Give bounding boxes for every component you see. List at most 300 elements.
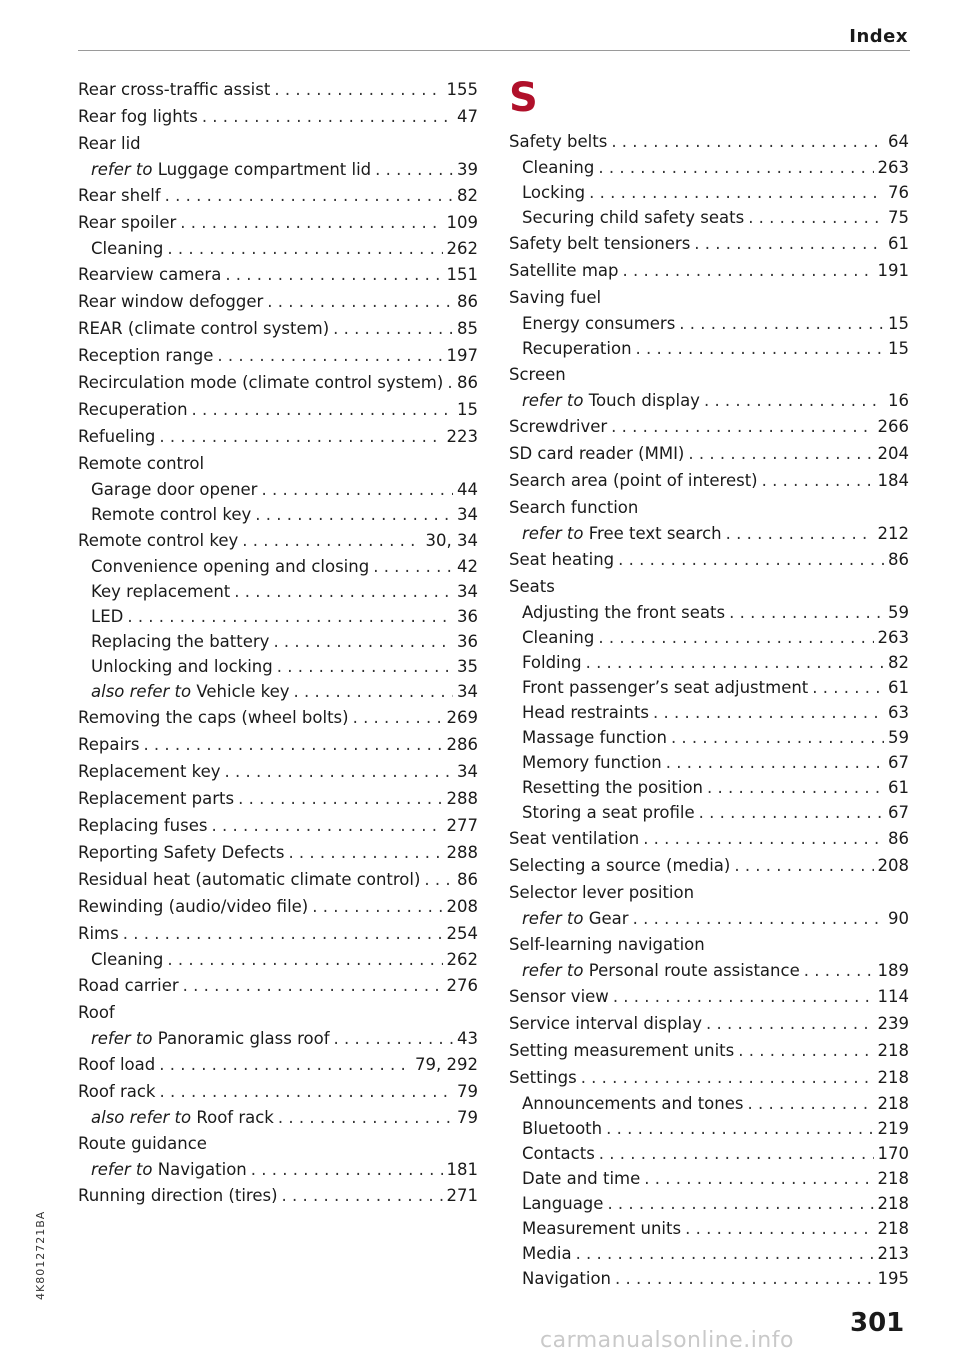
entry-label	[509, 1037, 734, 1064]
index-subentry	[509, 1091, 909, 1116]
dot-leader	[202, 103, 453, 130]
index-subentry	[509, 675, 909, 700]
entry-label	[78, 103, 198, 130]
entry-term: Roof load	[78, 1055, 156, 1074]
entry-label	[522, 1141, 595, 1166]
entry-label	[91, 1026, 330, 1051]
page-reference: 86	[457, 870, 478, 889]
dot-leader	[738, 1037, 873, 1064]
entry-term: Front passenger’s seat adjustment	[522, 678, 809, 697]
entry-term: Recuperation	[522, 339, 632, 358]
index-subentry	[78, 579, 478, 604]
entry-label	[522, 180, 585, 205]
dot-leader	[167, 947, 442, 972]
document-code: 4K8012721BA	[34, 1210, 47, 1300]
page-reference: 239	[877, 1014, 909, 1033]
entry-label	[78, 1182, 278, 1209]
dot-leader	[255, 502, 453, 527]
index-entry	[78, 527, 478, 554]
entry-label	[78, 839, 284, 866]
dot-leader	[804, 958, 874, 983]
entry-label	[509, 879, 694, 906]
index-entry	[509, 257, 909, 284]
dot-leader	[671, 725, 884, 750]
entry-term: Date and time	[522, 1169, 641, 1188]
entry-term: Rear window defogger	[78, 292, 264, 311]
entry-term: Seat ventilation	[509, 829, 640, 848]
entry-label	[78, 182, 161, 209]
entry-label	[91, 654, 273, 679]
index-entry	[509, 1010, 909, 1037]
page-reference: 212	[877, 524, 909, 543]
entry-term: Roof rack	[78, 1082, 156, 1101]
entry-label	[509, 573, 555, 600]
index-subentry	[78, 236, 478, 261]
entry-label	[522, 650, 582, 675]
dot-leader	[615, 1266, 874, 1291]
index-entry	[78, 704, 478, 731]
dot-leader	[165, 182, 453, 209]
page-reference: 170	[877, 1144, 909, 1163]
dot-leader	[278, 1105, 453, 1130]
entry-term: Search function	[509, 498, 639, 517]
entry-term: Seats	[509, 577, 555, 596]
entry-label	[91, 679, 290, 704]
index-entry	[78, 315, 478, 342]
entry-label	[78, 423, 155, 450]
entry-label	[78, 704, 349, 731]
page-reference: 263	[877, 158, 909, 177]
entry-label	[522, 311, 675, 336]
page-reference: 90	[888, 909, 909, 928]
page-reference: 79	[457, 1108, 478, 1127]
entry-term: Massage function	[522, 728, 667, 747]
entry-term: Remote control key	[91, 505, 252, 524]
dot-leader	[633, 906, 884, 931]
entry-term: Energy consumers	[522, 314, 676, 333]
index-entry	[78, 209, 478, 236]
entry-term: Panoramic glass roof	[157, 1029, 330, 1048]
index-entry	[78, 972, 478, 999]
entry-label	[522, 1191, 603, 1216]
cross-reference-prefix: refer to	[91, 160, 153, 179]
entry-label	[522, 600, 725, 625]
page-reference: 218	[877, 1169, 909, 1188]
dot-leader	[581, 1064, 874, 1091]
index-entry	[78, 369, 478, 396]
entry-label	[91, 629, 269, 654]
index-entry	[78, 731, 478, 758]
entry-label	[509, 440, 684, 467]
entry-term: Cleaning	[522, 628, 595, 647]
index-subentry	[509, 775, 909, 800]
index-subentry	[78, 1105, 478, 1130]
entry-term: Storing a seat profile	[522, 803, 695, 822]
entry-label	[522, 800, 695, 825]
dot-leader	[282, 1182, 443, 1209]
entry-label	[78, 972, 179, 999]
dot-leader	[312, 893, 442, 920]
entry-term: Media	[522, 1244, 572, 1263]
page-reference: 86	[888, 829, 909, 848]
entry-label	[522, 700, 649, 725]
page-reference: 16	[888, 391, 909, 410]
entry-label	[91, 157, 371, 182]
page-reference: 36	[457, 607, 478, 626]
entry-label	[78, 893, 308, 920]
page-reference: 59	[888, 603, 909, 622]
entry-term: Memory function	[522, 753, 662, 772]
index-entry	[78, 396, 478, 423]
index-column-left	[78, 76, 478, 1209]
page-reference: 286	[446, 735, 478, 754]
index-entry	[78, 76, 478, 103]
entry-term: Route guidance	[78, 1134, 207, 1153]
index-entry	[509, 440, 909, 467]
dot-leader	[706, 1010, 874, 1037]
dot-leader	[447, 369, 453, 396]
cross-reference-prefix: refer to	[522, 524, 584, 543]
cross-reference-prefix: also refer to	[91, 1108, 192, 1127]
index-subentry	[509, 336, 909, 361]
dot-leader	[294, 679, 453, 704]
index-entry	[509, 931, 909, 958]
page-reference: 181	[446, 1160, 478, 1179]
page-reference: 82	[457, 186, 478, 205]
index-entry	[78, 839, 478, 866]
page-reference: 197	[446, 346, 478, 365]
index-subentry	[509, 1116, 909, 1141]
dot-leader	[167, 236, 442, 261]
dot-leader	[598, 625, 873, 650]
page-reference: 67	[888, 803, 909, 822]
entry-term: Rear shelf	[78, 186, 161, 205]
entry-term: Selecting a source (media)	[509, 856, 731, 875]
index-entry	[78, 423, 478, 450]
index-entry	[78, 1130, 478, 1157]
entry-term: Vehicle key	[196, 682, 290, 701]
dot-leader	[699, 800, 884, 825]
dot-leader	[225, 758, 453, 785]
entry-term: Navigation	[157, 1160, 247, 1179]
dot-leader	[622, 257, 873, 284]
page-reference: 59	[888, 728, 909, 747]
index-subentry	[78, 502, 478, 527]
index-subentry	[78, 157, 478, 182]
dot-leader	[127, 604, 453, 629]
index-subentry	[509, 600, 909, 625]
index-entry	[78, 1078, 478, 1105]
page-reference: 30, 34	[425, 531, 478, 550]
entry-label	[78, 450, 204, 477]
entry-term: Roof rack	[196, 1108, 274, 1127]
page-number: 301	[850, 1308, 905, 1338]
entry-label	[522, 205, 744, 230]
entry-term: Replacement parts	[78, 789, 235, 808]
cross-reference-prefix: refer to	[522, 909, 584, 928]
entry-label	[522, 155, 594, 180]
dot-leader	[424, 866, 453, 893]
entry-label	[91, 947, 163, 972]
index-entry	[509, 825, 909, 852]
index-entry	[78, 866, 478, 893]
index-entry	[78, 999, 478, 1026]
entry-term: Folding	[522, 653, 582, 672]
entry-term: Luggage compartment lid	[157, 160, 372, 179]
index-entry	[509, 1037, 909, 1064]
entry-label	[522, 906, 629, 931]
entry-term: Replacing the battery	[91, 632, 270, 651]
dot-leader	[812, 675, 884, 700]
entry-term: Language	[522, 1194, 604, 1213]
entry-term: Resetting the position	[522, 778, 704, 797]
dot-leader	[353, 704, 443, 731]
page-reference: 223	[446, 427, 478, 446]
index-subentry	[509, 800, 909, 825]
entry-label	[509, 494, 638, 521]
page-reference: 218	[877, 1068, 909, 1087]
entry-term: Recirculation mode (climate control system)	[78, 373, 444, 392]
entry-label	[522, 521, 722, 546]
index-subentry	[509, 725, 909, 750]
entry-term: Unlocking and locking	[91, 657, 273, 676]
header-rule	[78, 50, 910, 51]
index-column-right	[509, 76, 909, 1291]
index-subentry	[509, 521, 909, 546]
dot-leader	[143, 731, 442, 758]
index-entry	[509, 546, 909, 573]
page-reference: 254	[446, 924, 478, 943]
page-reference: 219	[877, 1119, 909, 1138]
index-entry	[78, 893, 478, 920]
entry-label	[78, 785, 234, 812]
index-entry	[78, 812, 478, 839]
page-reference: 191	[877, 261, 909, 280]
entry-term: Personal route assistance	[588, 961, 800, 980]
page-reference: 47	[457, 107, 478, 126]
entry-term: Cleaning	[91, 950, 164, 969]
page-reference: 67	[888, 753, 909, 772]
entry-term: Replacing fuses	[78, 816, 208, 835]
page-reference: 218	[877, 1041, 909, 1060]
page-reference: 204	[877, 444, 909, 463]
entry-label	[522, 625, 594, 650]
page-reference: 276	[446, 976, 478, 995]
dot-leader	[688, 440, 873, 467]
page-reference: 34	[457, 682, 478, 701]
entry-term: Repairs	[78, 735, 140, 754]
cross-reference-prefix: refer to	[91, 1029, 153, 1048]
dot-leader	[375, 157, 453, 182]
page-reference: 266	[877, 417, 909, 436]
dot-leader	[586, 650, 884, 675]
index-entry	[78, 1182, 478, 1209]
entry-term: Screwdriver	[509, 417, 608, 436]
entry-label	[78, 209, 176, 236]
index-subentry	[78, 477, 478, 502]
dot-leader	[618, 546, 884, 573]
page-reference: 34	[457, 762, 478, 781]
entry-label	[78, 758, 221, 785]
entry-term: Rear cross-traffic assist	[78, 80, 271, 99]
entry-term: Search area (point of interest)	[509, 471, 758, 490]
entry-term: Service interval display	[509, 1014, 702, 1033]
entry-term: Garage door opener	[91, 480, 258, 499]
page-reference: 34	[457, 582, 478, 601]
dot-leader	[576, 1241, 874, 1266]
dot-leader	[762, 467, 874, 494]
dot-leader	[183, 972, 443, 999]
page-reference: 189	[877, 961, 909, 980]
index-subentry	[509, 1241, 909, 1266]
entry-term: LED	[91, 607, 124, 626]
entry-term: Bluetooth	[522, 1119, 603, 1138]
dot-leader	[123, 920, 443, 947]
entry-term: Adjusting the front seats	[522, 603, 726, 622]
entry-term: Announcements and tones	[522, 1094, 744, 1113]
entry-label	[522, 725, 667, 750]
entry-label	[509, 825, 639, 852]
entry-label	[522, 336, 632, 361]
cross-reference-prefix: refer to	[91, 1160, 153, 1179]
index-entry	[509, 852, 909, 879]
entry-term: Securing child safety seats	[522, 208, 745, 227]
dot-leader	[192, 396, 453, 423]
entry-label	[509, 467, 758, 494]
entry-label	[509, 1010, 702, 1037]
index-subentry	[509, 1266, 909, 1291]
index-subentry	[509, 700, 909, 725]
entry-label	[78, 1051, 155, 1078]
dot-leader	[613, 983, 874, 1010]
entry-label	[78, 1078, 156, 1105]
dot-leader	[373, 554, 453, 579]
entry-term: Safety belt tensioners	[509, 234, 691, 253]
entry-term: Reporting Safety Defects	[78, 843, 285, 862]
entry-label	[78, 527, 238, 554]
page-reference: 218	[877, 1094, 909, 1113]
index-entry	[78, 130, 478, 157]
index-entry	[509, 467, 909, 494]
entry-label	[91, 236, 163, 261]
entry-label	[509, 284, 601, 311]
entry-term: Contacts	[522, 1144, 595, 1163]
dot-leader	[212, 812, 443, 839]
entry-label	[522, 775, 703, 800]
page-reference: 262	[446, 950, 478, 969]
dot-leader	[606, 1116, 873, 1141]
index-subentry	[78, 1157, 478, 1182]
dot-leader	[611, 413, 873, 440]
entry-term: Free text search	[588, 524, 722, 543]
index-entry	[509, 494, 909, 521]
index-subentry	[78, 1026, 478, 1051]
index-entry	[509, 230, 909, 257]
page-reference: 86	[457, 292, 478, 311]
index-entry	[509, 128, 909, 155]
entry-label	[78, 731, 139, 758]
index-entry	[509, 573, 909, 600]
index-entry	[509, 361, 909, 388]
dot-leader	[160, 1078, 454, 1105]
entry-label	[78, 1130, 207, 1157]
entry-term: Remote control key	[78, 531, 239, 550]
entry-label	[522, 388, 700, 413]
entry-label	[509, 931, 705, 958]
page-header-title: Index	[849, 26, 908, 47]
entry-term: Convenience opening and closing	[91, 557, 370, 576]
dot-leader	[726, 521, 874, 546]
entry-term: Setting measurement units	[509, 1041, 735, 1060]
dot-leader	[694, 230, 884, 257]
dot-leader	[238, 785, 442, 812]
index-entry	[78, 920, 478, 947]
page-reference: 263	[877, 628, 909, 647]
entry-term: Measurement units	[522, 1219, 682, 1238]
page-reference: 155	[446, 80, 478, 99]
entry-term: Head restraints	[522, 703, 650, 722]
page-reference: 208	[446, 897, 478, 916]
page-reference: 61	[888, 678, 909, 697]
index-entry	[78, 450, 478, 477]
index-entry	[78, 785, 478, 812]
entry-label	[91, 1157, 247, 1182]
page-reference: 218	[877, 1219, 909, 1238]
entry-label	[91, 579, 230, 604]
entry-label	[91, 554, 369, 579]
dot-leader	[217, 342, 442, 369]
entry-label	[522, 1116, 602, 1141]
entry-label	[522, 750, 662, 775]
dot-leader	[729, 600, 884, 625]
dot-leader	[288, 839, 442, 866]
dot-leader	[599, 1141, 874, 1166]
page-reference: 85	[457, 319, 478, 338]
index-entry	[78, 182, 478, 209]
page-reference: 271	[446, 1186, 478, 1205]
page-reference: 262	[446, 239, 478, 258]
index-subentry	[78, 604, 478, 629]
page-reference: 42	[457, 557, 478, 576]
index-entry	[78, 1051, 478, 1078]
index-subentry	[509, 650, 909, 675]
entry-label	[522, 1166, 640, 1191]
entry-label	[522, 1091, 744, 1116]
entry-term: Rear lid	[78, 134, 141, 153]
page-reference: 86	[457, 373, 478, 392]
index-subentry	[78, 679, 478, 704]
entry-label	[78, 369, 443, 396]
index-entry	[509, 1064, 909, 1091]
index-subentry	[509, 388, 909, 413]
entry-label	[78, 920, 119, 947]
entry-label	[78, 812, 208, 839]
dot-leader	[598, 155, 873, 180]
dot-leader	[159, 423, 442, 450]
dot-leader	[274, 76, 442, 103]
entry-term: Removing the caps (wheel bolts)	[78, 708, 349, 727]
entry-term: Refueling	[78, 427, 156, 446]
page-reference: 75	[888, 208, 909, 227]
index-subentry	[509, 311, 909, 336]
cross-reference-prefix: refer to	[522, 391, 584, 410]
index-subentry	[509, 750, 909, 775]
entry-label	[78, 396, 188, 423]
index-entry	[509, 879, 909, 906]
entry-label	[78, 261, 221, 288]
entry-label	[522, 675, 808, 700]
index-subentry	[78, 554, 478, 579]
